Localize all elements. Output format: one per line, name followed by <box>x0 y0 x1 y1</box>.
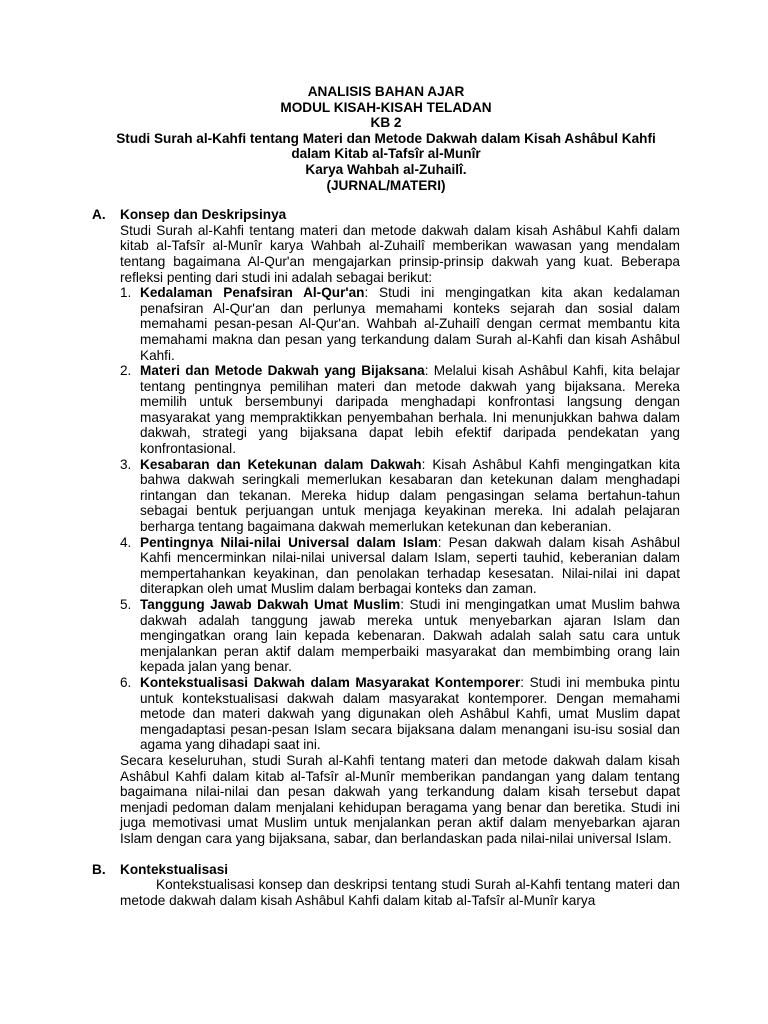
list-item-number: 5. <box>120 597 132 612</box>
section-a-closing: Secara keseluruhan, studi Surah al-Kahfi tentang materi dan metode dakwah dalam kisah Ashâbul Kahfi dalam kitab al-Tafsîr al-Munîr memberikan pandangan yang dalam tentang bagaimana nilai-nilai dan pesan dakwah yang terkandung dalam kisah tersebut dapat menjadi pedoman dalam menjalani kehidupan beragama yang benar dan beretika. Studi ini juga memotivasi umat Muslim untuk menjalankan peran aktif dalam menyebarkan ajaran Islam dengan cara yang bijaksana, sabar, dan berlandaskan pada nilai-nilai universal Islam. <box>120 752 680 846</box>
section-b-title: Kontekstualisasi <box>120 861 229 877</box>
list-item-heading: Pentingnya Nilai-nilai Universal dalam Islam <box>140 534 438 550</box>
title-line-1: ANALISIS BAHAN AJAR <box>307 84 465 99</box>
list-item-body: : Studi ini membuka pintu untuk kontekstualisasi dakwah dalam masyarakat kontemporer. Dengan memahami metode dan materi dakwah yang digunakan oleh Ashâbul Kahfi, umat Muslim dapat mengadaptasi pesan-pesan Islam secara bijaksana dalam menangani isu-isu sosial dan agama yang dihadapi saat ini. <box>140 674 680 753</box>
title-line-3: KB 2 <box>370 115 402 131</box>
list-item-number: 1. <box>120 285 132 301</box>
title-line-2: MODUL KISAH-KISAH TELADAN <box>280 99 492 115</box>
list-item-text <box>140 535 680 597</box>
list-item-heading: Tanggung Jawab Dakwah Umat Muslim <box>140 597 401 612</box>
list-item <box>120 363 680 457</box>
title-line-6: Karya Wahbah al-Zuhailî. <box>305 161 467 177</box>
list-item-text <box>140 285 680 363</box>
section-a-heading <box>92 207 680 223</box>
list-item-heading: Kedalaman Penafsiran Al-Qur'an <box>140 285 365 301</box>
list-item-body: : Studi ini mengingatkan umat Muslim bahwa dakwah adalah tanggung jawab mereka untuk menyebarkan ajaran Islam dan mengingatkan orang lain kepada kebenaran. Dakwah adalah salah satu cara untuk menjalankan peran aktif dalam memperbaiki masyarakat dan membimbing orang lain kepada jalan yang benar. <box>140 597 680 675</box>
list-item-heading: Kesabaran dan Ketekunan dalam Dakwah <box>140 456 422 472</box>
list-item-text <box>140 597 680 675</box>
list-item <box>120 597 680 675</box>
section-a-letter: A. <box>92 207 106 223</box>
list-item-body: : Studi ini mengingatkan kita akan kedalaman penafsiran Al-Qur'an dan perlunya memahami konteks sejarah dan sosial dalam memahami pesan-pesan Al-Qur'an. Wahbah al-Zuhailî dengan cermat membantu kita memahami makna dan pesan yang terkandung dalam Surah al-Kahfi dan kisah Ashâbul Kahfi. <box>140 285 680 363</box>
list-item-text <box>140 457 680 535</box>
list-item-text <box>140 675 680 753</box>
section-b-text: Kontekstualisasi konsep dan deskripsi tentang studi Surah al-Kahfi tentang materi dan metode dakwah dalam kisah Ashâbul Kahfi dalam kitab al-Tafsîr al-Munîr karya <box>120 877 680 908</box>
list-item-heading: Kontekstualisasi Dakwah dalam Masyarakat Kontemporer <box>140 674 521 690</box>
list-item-body: : Melalui kisah Ashâbul Kahfi, kita belajar tentang pentingnya pemilihan materi dan metode dakwah yang bijaksana. Mereka memilih untuk bersembunyi daripada menghadapi konfrontasi langsung dengan masyarakat yang mempraktikkan penyembahan berhala. Ini menunjukkan bahwa dalam dakwah, strategi yang bijaksana dapat lebih efektif daripada pendekatan yang konfrontasional. <box>140 363 680 457</box>
section-b <box>92 862 680 909</box>
list-item-number: 6. <box>120 674 132 690</box>
document-title <box>92 84 680 193</box>
section-a-title: Konsep dan Deskripsinya <box>120 207 287 223</box>
title-line-7: (JURNAL/MATERI) <box>326 177 446 193</box>
title-line-4: Studi Surah al-Kahfi tentang Materi dan Metode Dakwah dalam Kisah Ashâbul Kahfi <box>116 130 656 146</box>
section-b-body <box>120 877 680 908</box>
section-a <box>92 207 680 846</box>
list-item-number: 2. <box>120 363 132 379</box>
title-line-5: dalam Kitab al-Tafsîr al-Munîr <box>291 146 481 162</box>
section-b-heading <box>92 862 680 878</box>
list-item-number: 3. <box>120 456 132 472</box>
list-item <box>120 675 680 753</box>
section-a-intro: Studi Surah al-Kahfi tentang materi dan metode dakwah dalam kisah Ashâbul Kahfi dalam kitab al-Tafsîr al-Munîr karya Wahbah al-Zuhailî memberikan wawasan yang mendalam tentang bagaimana Al-Qur'an mengajarkan prinsip-prinsip dakwah yang kuat. Beberapa refleksi penting dari studi ini adalah sebagai berikut: <box>120 222 680 285</box>
list-item-body: : Kisah Ashâbul Kahfi mengingatkan kita bahwa dakwah seringkali memerlukan kesabaran dan ketekunan dalam menghadapi rintangan dan tekanan. Mereka hidup dalam pengasingan selama bertahun-tahun sebagai bentuk perjuangan untuk menjaga keyakinan mereka. Ini adalah pelajaran berharga tentang bagaimana dakwah memerlukan ketekunan dan keberanian. <box>140 456 681 535</box>
list-item-body: : Pesan dakwah dalam kisah Ashâbul Kahfi mencerminkan nilai-nilai universal dalam Islam, seperti tauhid, keberanian dalam mempertahankan keyakinan, dan penolakan terhadap kesesatan. Nilai-nilai ini dapat diterapkan oleh umat Muslim dalam berbagai konteks dan zaman. <box>140 534 680 597</box>
list-item-number: 4. <box>120 534 132 550</box>
list-item <box>120 535 680 597</box>
reflection-list <box>120 285 680 753</box>
list-item-text <box>140 363 680 457</box>
section-b-letter: B. <box>92 861 106 877</box>
section-a-body <box>120 223 680 847</box>
list-item <box>120 285 680 363</box>
list-item <box>120 457 680 535</box>
list-item-heading: Materi dan Metode Dakwah yang Bijaksana <box>140 363 425 379</box>
